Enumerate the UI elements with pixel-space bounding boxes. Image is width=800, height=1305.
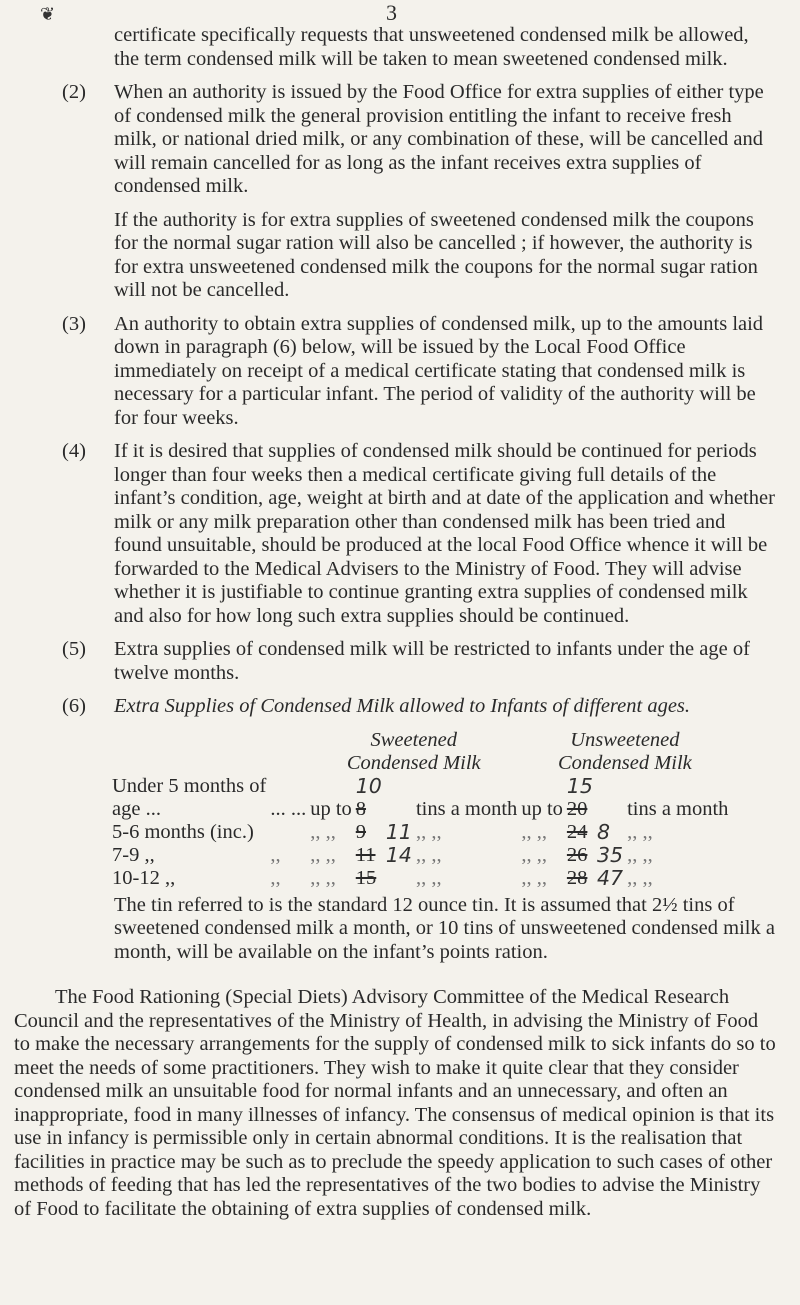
age-cell: 7-9 ,, xyxy=(112,843,155,866)
table-row xyxy=(110,821,730,844)
qty-suffix: tins a month xyxy=(415,797,518,820)
handwritten-value: 14 xyxy=(385,842,412,867)
qty-prefix: ,, ,, xyxy=(521,820,547,843)
struck-value: 11 xyxy=(355,843,376,866)
handwritten-unsweetened-total: 15 xyxy=(566,773,593,798)
handwritten-value xyxy=(384,867,414,890)
handwritten-value: 11 xyxy=(385,819,412,844)
item-6 xyxy=(62,695,778,964)
unsweetened-header-1: Unsweetened xyxy=(570,728,680,751)
struck-value: 26 xyxy=(566,843,588,866)
age-cell: Under 5 months of xyxy=(112,774,267,797)
table-row xyxy=(110,844,730,867)
item-5 xyxy=(62,638,778,685)
dots-cell: ,, xyxy=(270,843,281,866)
qty-suffix: ,, ,, xyxy=(627,820,653,843)
qty-suffix: ,, ,, xyxy=(415,843,442,866)
qty-prefix: ,, ,, xyxy=(310,866,336,889)
item-paragraph: An authority to obtain extra supplies of condensed milk, up to the amounts laid down in paragraph (6) below, will be issued by the Local Food Office immediately on receipt of a medical certificate stating that condensed milk is necessary for a particular infant. The period of validity of the authority will be for four weeks. xyxy=(114,312,764,429)
item-number: (3) xyxy=(62,312,86,335)
sweetened-header-1: Sweetened xyxy=(370,728,457,751)
supplies-table-title: Extra Supplies of Condensed Milk allowed to Infants of different ages. xyxy=(114,695,691,717)
item-paragraph: When an authority is issued by the Food Office for extra supplies of either type of condensed milk the general provision entitling the infant to receive fresh milk, or national dried milk, or any combination of these, will be cancelled and will remain cancelled for as long as the infant receives extra supplies of condensed milk. xyxy=(114,81,764,197)
qty-suffix: ,, ,, xyxy=(415,866,442,889)
handwritten-value xyxy=(595,798,625,821)
handwritten-value: 8 xyxy=(596,819,611,844)
supplies-table xyxy=(110,729,730,890)
dots-cell: ,, xyxy=(270,866,281,889)
table-row xyxy=(110,798,730,821)
sweetened-header-2: Condensed Milk xyxy=(346,751,481,774)
document-body xyxy=(14,24,778,1221)
qty-suffix: ,, ,, xyxy=(627,843,653,866)
age-cell: 5-6 months (inc.) xyxy=(112,820,254,843)
age-cell: age ... xyxy=(112,797,161,820)
qty-suffix: ,, ,, xyxy=(627,866,653,889)
item-paragraph: Extra supplies of condensed milk will be restricted to infants under the age of twelve months. xyxy=(114,638,750,684)
item-4 xyxy=(62,440,778,628)
page-number: 3 xyxy=(386,0,397,25)
dots-cell xyxy=(268,821,308,844)
margin-mark-icon: ❦ xyxy=(40,4,56,24)
qty-suffix: ,, ,, xyxy=(415,820,442,843)
tin-note: The tin referred to is the standard 12 ounce tin. It is assumed that 2½ tins of sweetened condensed milk a month, or 10 tins of unsweetened condensed milk a month, will be available on the infant’s points ration. xyxy=(114,893,775,963)
handwritten-value: 35 xyxy=(596,842,624,867)
qty-prefix: ,, ,, xyxy=(521,843,547,866)
intro-continuation: certificate specifically requests that unsweetened condensed milk be allowed, the term condensed milk will be taken to mean sweetened condensed milk. xyxy=(114,24,749,70)
item-2 xyxy=(62,81,778,303)
item-number: (5) xyxy=(62,638,86,660)
struck-value: 28 xyxy=(566,866,588,889)
closing-paragraph: The Food Rationing (Special Diets) Advisory Committee of the Medical Research Council and the representatives of the Ministry of Health, in advising the Ministry of Food to make the necessary arrangements for the supply of condensed milk to sick infants do so to meet the needs of some practitioners. They wish to make it quite clear that they consider condensed milk an unsuitable food for normal infants and an unnecessary, and often an inappropriate, food in many illnesses of infancy. The consensus of medical opinion is that its use in infancy is permissible only in certain abnormal conditions. It is the realisation that facilities in practice may be such as to preclude the speedy application to such cases of other methods of feeding that has led the representatives of the two bodies to advise the Ministry of Food to facilitate the obtaining of extra supplies of condensed milk. xyxy=(14,986,776,1220)
qty-prefix: ,, ,, xyxy=(521,866,547,889)
qty-prefix: up to xyxy=(310,797,352,820)
item-3 xyxy=(62,312,778,431)
item-number: (2) xyxy=(62,81,86,103)
qty-prefix: ,, ,, xyxy=(310,843,336,866)
item-paragraph: If it is desired that supplies of condensed milk should be continued for periods longer than four weeks then a medical certificate giving full details of the infant’s condition, age, weight at birth and at date of the application and whether milk or any milk preparation other than condensed milk has been tried and found unsuitable, should be produced at the local Food Office whence it will be forwarded to the Medical Advisers to the Ministry of Food. They will advise whether it is justifiable to continue granting extra supplies of condensed milk and also for how long such extra supplies should be continued. xyxy=(114,440,775,627)
item-number: (6) xyxy=(62,695,86,717)
struck-value: 8 xyxy=(355,797,367,820)
unsweetened-header-2: Condensed Milk xyxy=(557,751,692,774)
item-paragraph: If the authority is for extra supplies of sweetened condensed milk the coupons for the normal sugar ration will also be cancelled ; if however, the authority is for extra unsweetened condensed milk the coupons for the normal sugar ration will not be cancelled. xyxy=(114,208,758,301)
qty-suffix: tins a month xyxy=(627,797,729,820)
age-cell: 10-12 ,, xyxy=(112,866,176,889)
handwritten-value xyxy=(384,798,414,821)
struck-value: 24 xyxy=(566,820,588,843)
dots-cell: ... ... xyxy=(270,797,307,820)
qty-prefix: up to xyxy=(521,797,563,820)
qty-prefix: ,, ,, xyxy=(310,820,336,843)
struck-value: 15 xyxy=(355,866,377,889)
struck-value: 20 xyxy=(566,797,588,820)
handwritten-sweetened-total: 10 xyxy=(355,773,382,798)
handwritten-value: 47 xyxy=(596,865,624,890)
item-number: (4) xyxy=(62,440,86,462)
struck-value: 9 xyxy=(355,820,367,843)
table-row xyxy=(110,867,730,890)
